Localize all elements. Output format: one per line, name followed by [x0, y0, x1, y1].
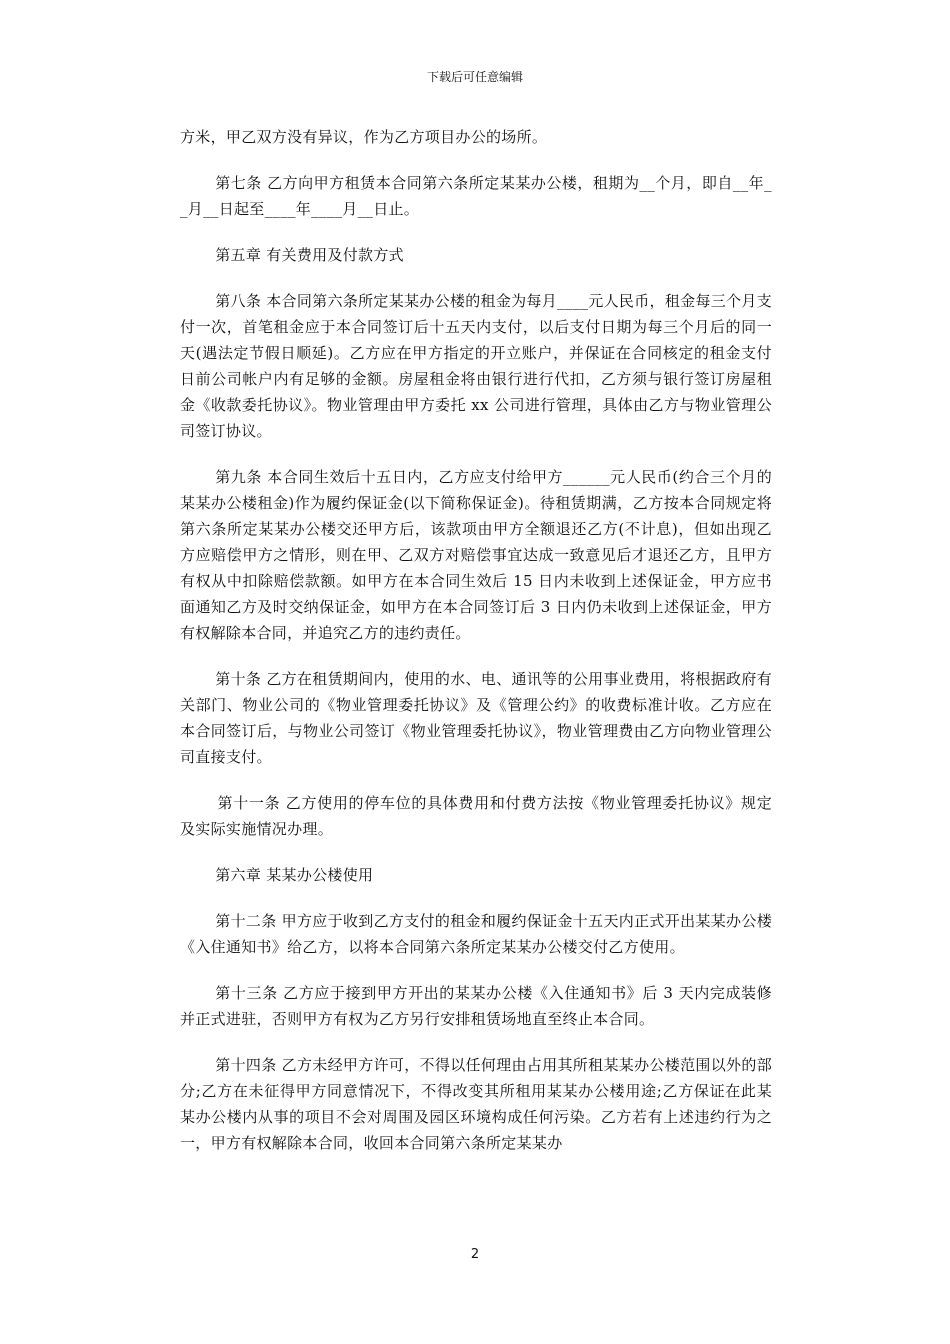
- article-13: 第十三条 乙方应于接到甲方开出的某某办公楼《入住通知书》后 3 天内完成装修并正式进驻，否则甲方有权为乙方另行安排租赁场地直至终止本合同。: [180, 984, 772, 1028]
- document-body: [180, 124, 772, 1176]
- page-number: 2: [470, 1247, 480, 1262]
- article-10: 第十条 乙方在租赁期间内，使用的水、电、通讯等的公用事业费用，将根据政府有关部门、物业公司的《物业管理委托协议》及《管理公约》的收费标准计收。乙方应在本合同签订后，与物业公司签订《物业管理委托协议》，物业管理费由乙方向物业管理公司直接支付。: [180, 670, 772, 766]
- article-9: 第九条 本合同生效后十五日内，乙方应支付给甲方______元人民币(约合三个月的某某办公楼租金)作为履约保证金(以下简称保证金)。待租赁期满，乙方按本合同规定将第六条所定某某办公楼交还甲方后，该款项由甲方全额退还乙方(不计息)，但如出现乙方应赔偿甲方之情形，则在甲、乙双方对赔偿事宜达成一致意见后才退还乙方，且甲方有权从中扣除赔偿款额。如甲方在本合同生效后 15 日内未收到上述保证金，甲方应书面通知乙方及时交纳保证金，如甲方在本合同签订后 3 日内仍未收到上述保证金，甲方有权解除本合同，并追究乙方的违约责任。: [180, 468, 772, 642]
- article-7: 第七条 乙方向甲方租赁本合同第六条所定某某办公楼，租期为__个月，即自__年__月__日起至____年____月__日止。: [180, 174, 772, 218]
- paragraph-continuation: 方米，甲乙双方没有异议，作为乙方项目办公的场所。: [180, 128, 548, 146]
- article-14: 第十四条 乙方未经甲方许可，不得以任何理由占用其所租某某办公楼范围以外的部分;乙方在未征得甲方同意情况下，不得改变其所租用某某办公楼用途;乙方保证在此某某办公楼内从事的项目不会对周围及园区环境构成任何污染。乙方若有上述违约行为之一，甲方有权解除本合同，收回本合同第六条所定某某办: [180, 1056, 772, 1152]
- chapter-6-heading: 第六章 某某办公楼使用: [215, 866, 374, 884]
- article-12: 第十二条 甲方应于收到乙方支付的租金和履约保证金十五天内正式开出某某办公楼《入住通知书》给乙方，以将本合同第六条所定某某办公楼交付乙方使用。: [180, 912, 772, 956]
- chapter-5-heading: 第五章 有关费用及付款方式: [215, 246, 404, 264]
- page-header: 下载后可任意编辑: [426, 70, 523, 84]
- article-8: 第八条 本合同第六条所定某某办公楼的租金为每月____元人民币，租金每三个月支付一次，首笔租金应于本合同签订后十五天内支付，以后支付日期为每三个月后的同一天(遇法定节假日顺延)。乙方应在甲方指定的开立账户，并保证在合同核定的租金支付日前公司帐户内有足够的金额。房屋租金将由银行进行代扣，乙方须与银行签订房屋租金《收款委托协议》。物业管理由甲方委托 xx 公司进行管理，具体由乙方与物业管理公司签订协议。: [180, 292, 772, 440]
- article-11: 第十一条 乙方使用的停车位的具体费用和付费方法按《物业管理委托协议》规定及实际实施情况办理。: [180, 794, 772, 838]
